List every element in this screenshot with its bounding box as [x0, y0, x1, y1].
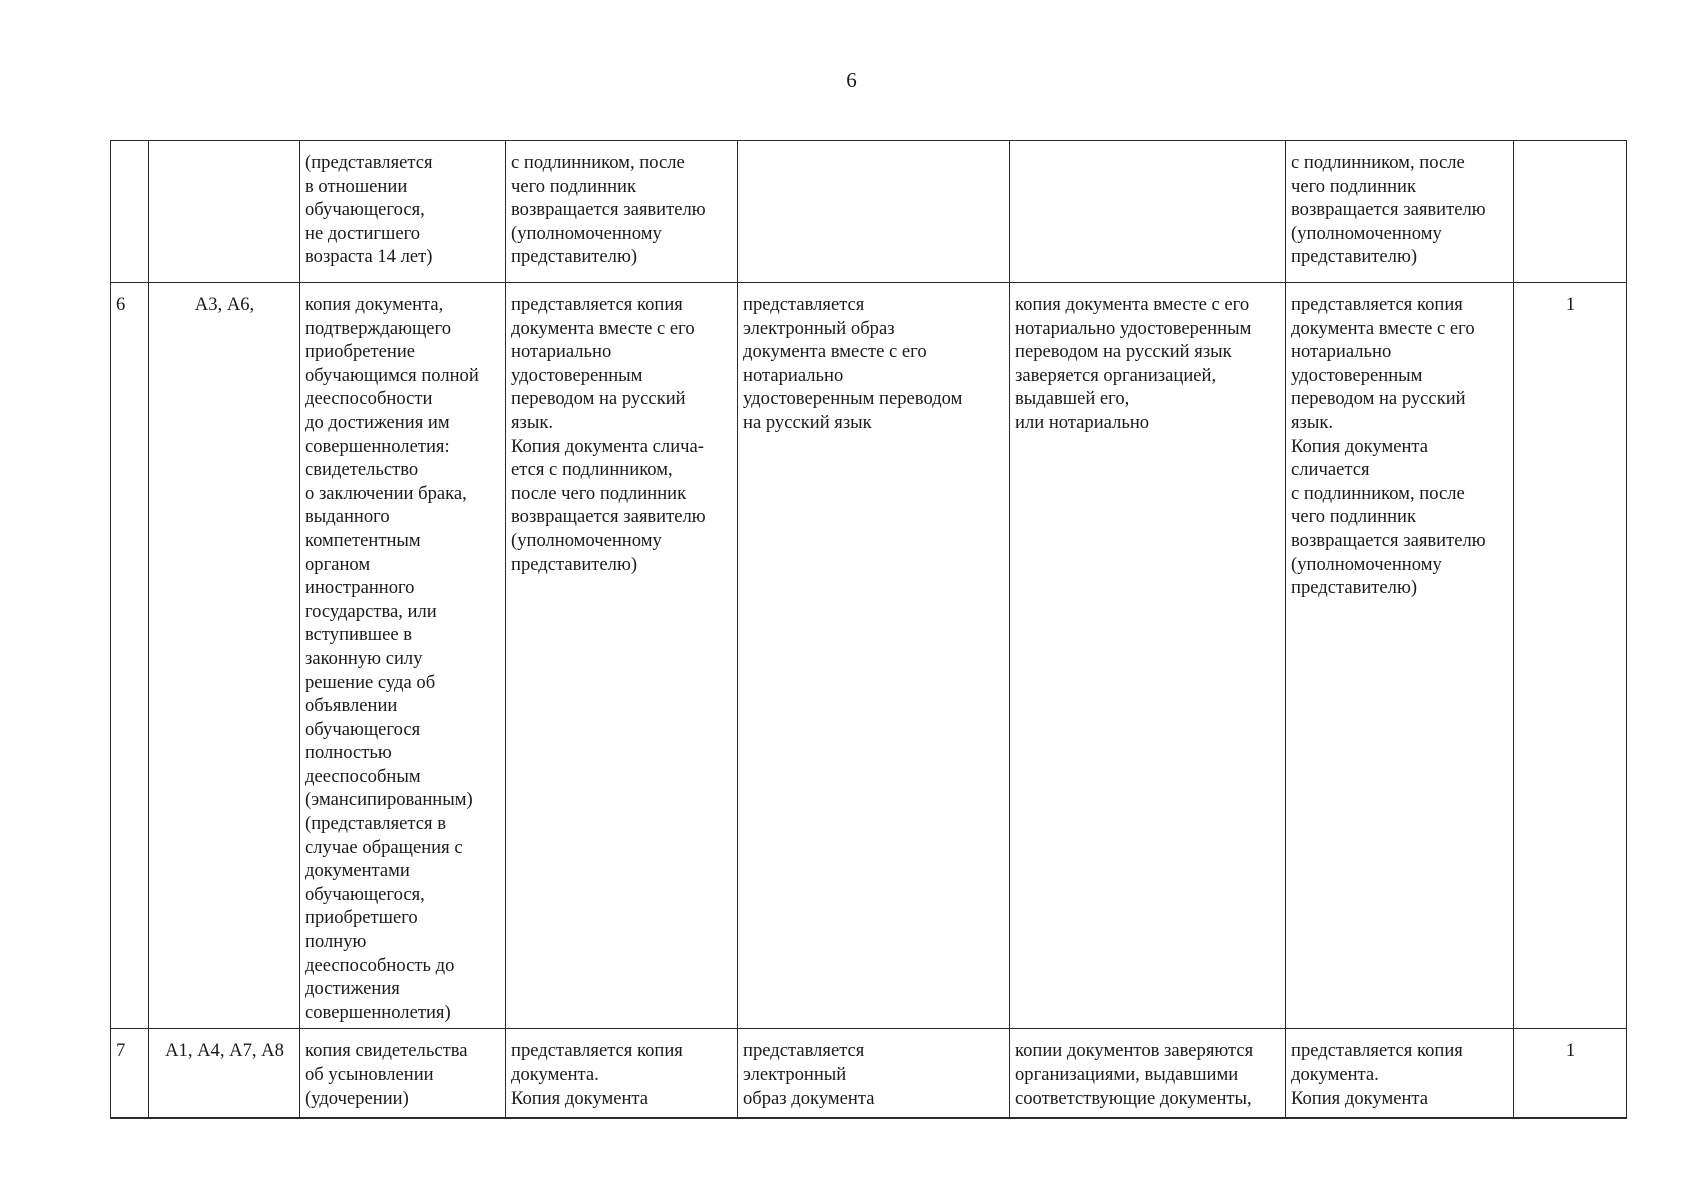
requirements-table [110, 140, 1627, 1119]
certification-cell: копия документа вместе с его нотариально удостоверенным переводом на русский язык заверяется организацией, выдавшей его, или нотариально [1010, 283, 1286, 1029]
table-row [111, 283, 1627, 1029]
table-row [111, 141, 1627, 283]
electronic-submission-cell: представляется электронный образ документа вместе с его нотариально удостоверенным переводом на русский язык [738, 283, 1010, 1029]
page-number: 6 [846, 68, 857, 92]
applicant-codes-cell: А1, А4, А7, А8 [149, 1029, 300, 1119]
certification-cell [1010, 141, 1286, 283]
document-cell: копия свидетельства об усыновлении (удочерении) [300, 1029, 506, 1119]
certification-cell: копии документов заверяются организациями, выдавшими соответствующие документы, [1010, 1029, 1286, 1119]
paper-submission-cell: представляется копия документа вместе с его нотариально удостоверенным переводом на русский язык. Копия документа слича- ется с подлинником, после чего подлинник возвращается заявителю (уполномоченному представителю) [506, 283, 738, 1029]
paper-submission-cell: представляется копия документа. Копия документа [506, 1029, 738, 1119]
table-row [111, 1029, 1627, 1119]
applicant-codes-cell: А3, А6, [149, 283, 300, 1029]
paper-submission-cell: с подлинником, после чего подлинник возвращается заявителю (уполномоченному представителю) [506, 141, 738, 283]
in-person-submission-cell: с подлинником, после чего подлинник возвращается заявителю (уполномоченному представителю) [1286, 141, 1514, 283]
row-number-cell [111, 141, 149, 283]
in-person-submission-cell: представляется копия документа вместе с его нотариально удостоверенным переводом на русский язык. Копия документа сличается с подлинником, после чего подлинник возвращается заявителю (уполномоченному представителю) [1286, 283, 1514, 1029]
copies-count-cell: 1 [1514, 1029, 1627, 1119]
in-person-submission-cell: представляется копия документа. Копия документа [1286, 1029, 1514, 1119]
electronic-submission-cell: представляется электронный образ документа [738, 1029, 1010, 1119]
electronic-submission-cell [738, 141, 1010, 283]
copies-count-cell [1514, 141, 1627, 283]
document-cell: копия документа, подтверждающего приобретение обучающимся полной дееспособности до достижения им совершеннолетия: свидетельство о заключении брака, выданного компетентным органом иностранного государства, или вступившее в законную силу решение суда об объявлении обучающегося полностью дееспособным (эмансипированным) (представляется в случае обращения с документами обучающегося, приобретшего полную дееспособность до достижения совершеннолетия) [300, 283, 506, 1029]
row-number-cell: 6 [111, 283, 149, 1029]
copies-count-cell: 1 [1514, 283, 1627, 1029]
document-cell: (представляется в отношении обучающегося, не достигшего возраста 14 лет) [300, 141, 506, 283]
applicant-codes-cell [149, 141, 300, 283]
row-number-cell: 7 [111, 1029, 149, 1119]
